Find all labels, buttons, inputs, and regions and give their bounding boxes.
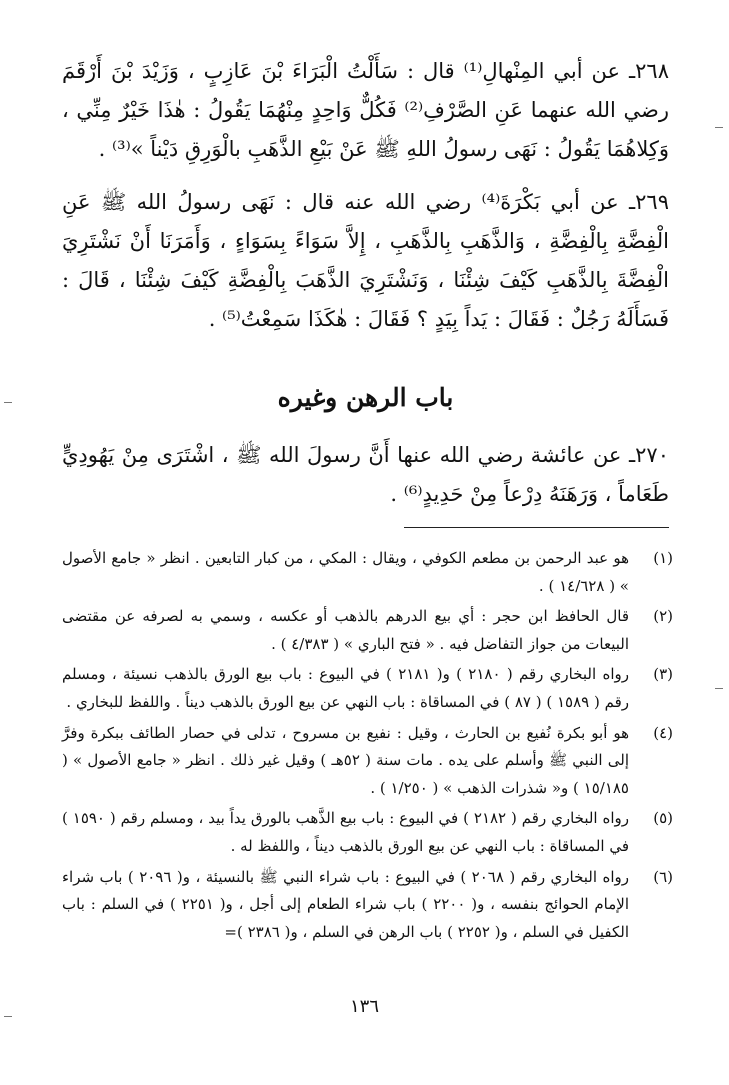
footnote-text: رواه البخاري رقم ( ٢١٨٠ ) و( ٢١٨١ ) في البيوع : باب بيع الورق بالذهب نسيئة ، ومسلم رقم ( ١٥٨٩ ) ( ٨٧ ) في المساقاة : باب النهي عن بيع الورق بالذهب ديناً . واللفظ للبخاري . bbox=[62, 665, 629, 711]
footnote-divider bbox=[404, 527, 669, 528]
footnote-text: هو عبد الرحمن بن مطعم الكوفي ، ويقال : المكي ، من كبار التابعين . انظر « جامع الأصول » ( ١٤/٦٢٨ ) . bbox=[62, 549, 629, 595]
footnote bbox=[62, 720, 673, 803]
margin-mark bbox=[715, 688, 723, 689]
chapter-text bbox=[62, 436, 669, 528]
hadith-269: ٢٦٩ـ عن أبي بَكْرَةَ⁽⁴⁾ رضي الله عنه قال : نَهَى رسولُ الله ﷺ عَنِ الْفِضَّةِ بِالْفِضَّةِ ، وَالذَّهَبِ بِالذَّهَبِ ، إِلاَّ سَوَاءً بِسَوَاءٍ ، وَأَمَرَنَا أَنْ نَشْتَرِيَ الْفِضَّةَ بِالذَّهَبِ كَيْفَ شِئْنَا ، وَنَشْتَرِيَ الذَّهَبَ بِالْفِضَّةِ كَيْفَ شِئْنَا ، قَالَ : فَسَأَلَهُ رَجُلٌ : فَقَالَ : يَداً بِيَدٍ ؟ فَقَالَ : هٰكَذَا سَمِعْتُ⁽⁵⁾ . bbox=[62, 190, 669, 331]
hadith-268: ٢٦٨ـ عن أبي المِنْهالِ⁽¹⁾ قال : سَأَلْتُ الْبَرَاءَ بْنَ عَازِبٍ ، وَزَيْدَ بْنَ أَرْقَمَ رضي الله عنهما عَنِ الصَّرْفِ⁽²⁾ فَكُلٌّ وَاحِدٍ مِنْهُمَا يَقُولُ : هٰذَا خَيْرٌ مِنِّي ، وَكِلاهُمَا يَقُولُ : نَهَى رسولُ اللهِ ﷺ عَنْ بَيْعِ الذَّهَبِ بالْوَرِقِ دَيْناً »⁽³⁾ . bbox=[62, 59, 669, 161]
footnote-number: (٣) bbox=[653, 665, 673, 684]
footnote-number: (٤) bbox=[653, 723, 673, 742]
margin-mark bbox=[4, 402, 12, 403]
footnote-number: (٥) bbox=[653, 809, 673, 828]
footnote-text: هو أبو بكرة نُفيع بن الحارث ، وقيل : نفيع بن مسروح ، تدلى في حصار الطائف ببكرة وفرَّ إلى النبي ﷺ وأسلم على يده . مات سنة ( ٥٢هـ ) وقيل غير ذلك . انظر « جامع الأصول » ( ١٥/١٨٥ ) و« شذرات الذهب » ( ١/٢٥٠ ) . bbox=[62, 723, 630, 797]
margin-mark bbox=[715, 127, 723, 128]
footnote-number: (٢) bbox=[653, 607, 673, 626]
margin-mark bbox=[4, 1016, 12, 1017]
footnote-text: قال الحافظ ابن حجر : أي بيع الدرهم بالذهب أو عكسه ، وسمي به لصرفه عن مقتضى البيعات من جواز التفاضل فيه . « فتح الباري » ( ٤/٣٨٣ ) . bbox=[62, 607, 629, 653]
footnote-text: رواه البخاري رقم ( ٢١٨٢ ) في البيوع : باب بيع الذَّهب بالورق يداً بيد ، ومسلم رقم ( ١٥٩٠ ) في المساقاة : باب النهي عن بيع الورق بالذهب ديناً ، واللفظ له . bbox=[62, 809, 630, 855]
footnote bbox=[62, 805, 673, 860]
footnote bbox=[62, 545, 673, 600]
main-text bbox=[62, 52, 669, 353]
hadith-270: ٢٧٠ـ عن عائشة رضي الله عنها أَنَّ رسولَ الله ﷺ ، اشْتَرَى مِنْ يَهُودِيٍّ طَعَاماً ، وَرَهَنَهُ دِرْعاً مِنْ حَدِيدٍ⁽⁶⁾ . bbox=[62, 443, 669, 506]
footnote-text: رواه البخاري رقم ( ٢٠٦٨ ) في البيوع : باب شراء النبي ﷺ بالنسيئة ، و( ٢٠٩٦ ) باب شراء الإمام الحوائج بنفسه ، و( ٢٢٠٠ ) باب شراء الطعام إلى أجل ، و( ٢٢٥١ ) في السلم : باب الكفيل في السلم ، و( ٢٢٥٢ ) باب الرهن في السلم ، و( ٢٣٨٦ )= bbox=[62, 867, 630, 941]
footnote bbox=[62, 864, 673, 947]
footnote bbox=[62, 603, 673, 658]
footnotes bbox=[62, 545, 673, 949]
chapter-title: باب الرهن وغيره bbox=[277, 383, 454, 412]
footnote-number: (٦) bbox=[653, 867, 673, 886]
footnote bbox=[62, 661, 673, 716]
page-number: ١٣٦ bbox=[349, 996, 379, 1017]
footnote-number: (١) bbox=[653, 549, 673, 567]
